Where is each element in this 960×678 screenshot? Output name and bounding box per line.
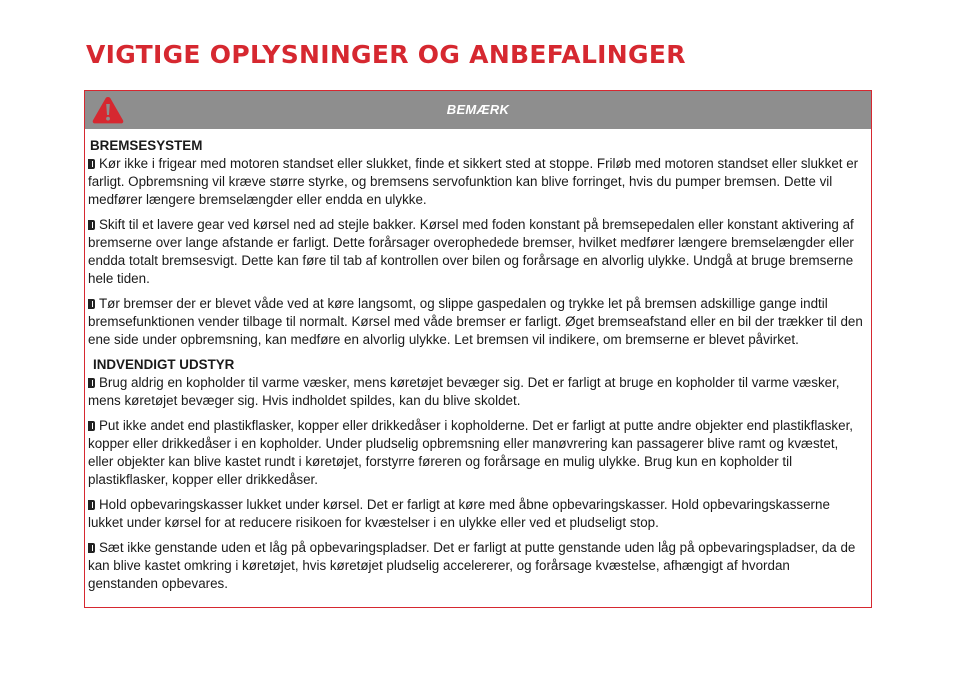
paragraph-text: Sæt ikke genstande uden et låg på opbevaringspladser. Det er farligt at putte genstande uden låg på opbevaringspladser, da de kan blive kastet omkring i køretøjet, hvis køretøjet pludselig accelererer, og forårsage kvæstelse, afhængigt af hvordan genstanden opbevares.	[88, 540, 856, 591]
bullet-icon	[88, 500, 95, 510]
warning-box	[84, 90, 872, 608]
paragraph-text: Skift til et lavere gear ved kørsel ned ad stejle bakker. Kørsel med foden konstant på bremsepedalen eller konstant aktivering af bremserne over lange afstande er farligt. Dette forårsager overophedede bremser, hvilket medfører længere bremselængder eller endda totalt bremsesvigt. Dette kan føre til tab af kontrollen over bilen og forårsage en alvorlig ulykke. Undgå at bruge bremserne hele tiden.	[88, 217, 854, 286]
bullet-icon	[88, 421, 95, 431]
paragraph	[88, 155, 863, 209]
paragraph-text: Kør ikke i frigear med motoren standset eller slukket, finde et sikkert sted at stoppe. Friløb med motoren standset eller slukket er farligt. Opbremsning vil kræve større styrke, og bremsens servofunktion kan blive forringet, hvis du pumper bremsen. Dette vil medfører længere bremselængder eller endda en ulykke.	[88, 156, 859, 207]
paragraph	[88, 417, 863, 489]
paragraph	[88, 216, 863, 288]
page-title: VIGTIGE OPLYSNINGER OG ANBEFALINGER	[86, 40, 686, 69]
bullet-icon	[88, 220, 95, 230]
warning-header	[85, 91, 871, 129]
paragraph-text: Tør bremser der er blevet våde ved at køre langsomt, og slippe gaspedalen og trykke let på bremsen adskillige gange indtil bremsefunktionen vender tilbage til normalt. Kørsel med våde bremser er farligt. Øget bremseafstand eller en bil der trækker til den ene side under opbremsning, kan medføre en alvorlig ulykke. Let bremsen vil indikere, om bremserne er blevet påvirket.	[88, 296, 863, 347]
paragraph-text: Hold opbevaringskasser lukket under kørsel. Det er farligt at køre med åbne opbevaringskasser. Hold opbevaringskasserne lukket under kørsel for at reducere risikoen for kvæstelser i en ulykke eller ved et pludseligt stop.	[88, 497, 830, 530]
section-heading-bremsesystem: BREMSESYSTEM	[90, 138, 203, 153]
bullet-icon	[88, 378, 95, 388]
paragraph	[88, 374, 863, 410]
bullet-icon	[88, 543, 95, 553]
section-heading-indvendigt-udstyr: INDVENDIGT UDSTYR	[93, 357, 235, 372]
bullet-icon	[88, 299, 95, 309]
warning-body	[85, 129, 871, 593]
paragraph	[88, 295, 863, 349]
warning-header-label: BEMÆRK	[446, 102, 510, 117]
paragraph	[88, 496, 863, 532]
paragraph	[88, 539, 863, 593]
paragraph-text: Put ikke andet end plastikflasker, kopper eller drikkedåser i kopholderne. Det er farligt at putte andre objekter end plastikflasker, kopper eller drikkedåser i en kopholder. Under pludselig opbremsning eller manøvrering kan passagerer blive ramt og kvæstet, eller objekter kan blive kastet rundt i køretøjet, forstyrre føreren og forårsage en mulig ulykke. Brug kun en kopholder til plastikflasker, kopper eller drikkedåser.	[88, 418, 854, 487]
paragraph-text: Brug aldrig en kopholder til varme væsker, mens køretøjet bevæger sig. Det er farligt at bruge en kopholder til varme væsker, mens køretøjet bevæger sig. Hvis indholdet spildes, kan du blive skoldet.	[88, 375, 840, 408]
bullet-icon	[88, 159, 95, 169]
